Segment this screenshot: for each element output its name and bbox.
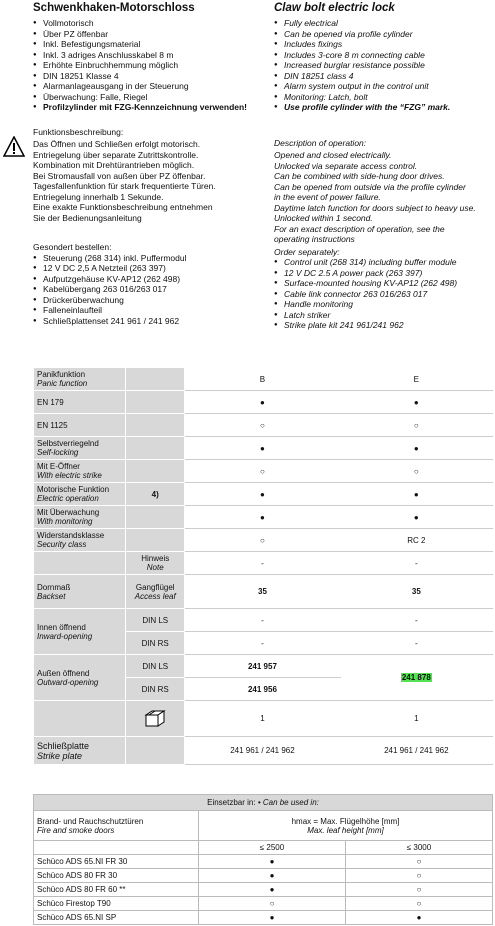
- label-de: Motorische Funktion: [37, 485, 110, 494]
- func-line: Das Öffnen und Schließen erfolgt motorisch.: [33, 139, 201, 149]
- row-label: [34, 552, 126, 575]
- order-item: ● Steuerung (268 314) inkl. Puffermodul: [43, 253, 263, 264]
- order-item: ● Strike plate kit 241 961/241 962: [284, 320, 494, 331]
- feature: ● Includes fixings: [284, 39, 494, 50]
- hmax-cell: [199, 811, 493, 841]
- mid-cell: [126, 437, 185, 460]
- package-icon-cell: [126, 701, 185, 737]
- german-column: [33, 0, 263, 326]
- value-3000: ○: [346, 897, 493, 911]
- func-title: Description of operation:: [274, 137, 367, 148]
- cell-b: B: [185, 368, 340, 391]
- order-title: Gesondert bestellen:: [33, 242, 112, 252]
- order-item: ● 12 V DC 2,5 A Netzteil (263 397): [43, 263, 263, 274]
- table-row: [34, 368, 493, 391]
- row-label: [34, 529, 126, 552]
- din-ls-label: DIN LS: [126, 655, 185, 678]
- hmax-de: Max. Flügelhöhe [mm]: [320, 816, 400, 826]
- func-line: Can be opened from outside via the profile cylinder: [274, 181, 466, 192]
- din-ls-label: DIN LS: [126, 609, 185, 632]
- value-3000: ○: [346, 869, 493, 883]
- cell-e: 35: [340, 575, 492, 609]
- value-2500: ●: [199, 869, 346, 883]
- table-row: [34, 737, 493, 765]
- backset-de: Dornmaß: [37, 582, 71, 592]
- inward-label: [34, 609, 126, 655]
- value-3000: ○: [346, 855, 493, 869]
- mid-cell: 4): [126, 483, 185, 506]
- order-item: ● Surface-mounted housing KV-AP12 (262 498): [284, 278, 494, 289]
- func-line: Daytime latch function for doors subject to heavy use.: [274, 202, 476, 213]
- backset-en: Backset: [37, 591, 66, 601]
- feature: ● Inkl. 3 adriges Anschlusskabel 8 m: [43, 50, 263, 61]
- strike-label: [34, 737, 126, 765]
- label-en: Panic function: [37, 379, 88, 388]
- cell-b: ●: [185, 391, 340, 414]
- cell-b: 241 956: [185, 678, 340, 701]
- func-line: For an exact description of operation, see the: [274, 223, 445, 234]
- english-column: [274, 0, 494, 331]
- cell-b: 241 957: [185, 655, 340, 678]
- hmax-label: hmax =: [291, 816, 319, 826]
- table-row: [34, 883, 493, 897]
- leaf-de: Gangflügel: [135, 582, 175, 592]
- note-de: Hinweis: [141, 554, 170, 563]
- func-line: Entriegelung über separate Zutrittskontrolle.: [33, 149, 199, 160]
- mid-cell: [126, 460, 185, 483]
- table-row: [34, 483, 493, 506]
- value-3000: ○: [346, 883, 493, 897]
- func-line: Unlocked via separate access control.: [274, 160, 418, 171]
- warning-icon: [3, 136, 25, 158]
- value-2500: ●: [199, 911, 346, 925]
- usage-colheads: [34, 841, 493, 855]
- table-row: [34, 701, 493, 737]
- cell-e: E: [340, 368, 492, 391]
- order-item: ● Control unit (268 314) including buffer module: [284, 257, 494, 268]
- func-line: in the event of power failure.: [274, 192, 381, 202]
- row-label: [34, 483, 126, 506]
- backset-label: [34, 575, 126, 609]
- feature: ● Monitoring: Latch, bolt: [284, 92, 494, 103]
- order-item: ● Kabelübergang 263 016/263 017: [43, 284, 263, 295]
- table-row: [34, 391, 493, 414]
- feature: ● Inkl. Befestigungsmaterial: [43, 39, 263, 50]
- label-en: Electric operation: [37, 494, 99, 503]
- lock-spec-table: [33, 367, 493, 765]
- english-title: Claw bolt electric lock: [274, 2, 395, 14]
- english-features: [274, 18, 494, 113]
- door-type: [34, 811, 199, 841]
- row-label: [34, 437, 126, 460]
- mid-cell: [126, 529, 185, 552]
- value-2500: ●: [199, 883, 346, 897]
- german-features: [33, 18, 263, 113]
- package-icon: [143, 708, 167, 728]
- feature: ● Can be opened via profile cylinder: [284, 29, 494, 40]
- outward-label: [34, 655, 126, 701]
- cell-b: 35: [185, 575, 340, 609]
- empty-cell: [34, 841, 199, 855]
- cell-e: ●: [340, 391, 492, 414]
- system-name: Schüco Firestop T90: [34, 897, 199, 911]
- order-item: ● Drückerüberwachung: [43, 295, 263, 306]
- cell-b: ●: [185, 506, 340, 529]
- cell-b: ●: [185, 437, 340, 460]
- cell-e: RC 2: [340, 529, 492, 552]
- mid-cell: [126, 737, 185, 765]
- usage-table: [33, 794, 493, 925]
- value-3000: ●: [346, 911, 493, 925]
- table-row: [34, 575, 493, 609]
- order-item: ● Schließplattenset 241 961 / 241 962: [43, 316, 263, 327]
- row-label: [34, 460, 126, 483]
- cell-b: ○: [185, 529, 340, 552]
- row-label: [34, 391, 126, 414]
- system-name: Schüco ADS 80 FR 30: [34, 869, 199, 883]
- label-en: Self-locking: [37, 448, 79, 457]
- usage-header: [34, 795, 493, 811]
- feature: ● Alarm system output in the control unit: [284, 81, 494, 92]
- leaf-en: Access leaf: [134, 591, 176, 601]
- feature: ● DIN 18251 Klasse 4: [43, 71, 263, 82]
- outward-en: Outward-opening: [37, 677, 99, 687]
- cell-e: ●: [340, 437, 492, 460]
- func-line: Unlocked within 1 second.: [274, 213, 373, 223]
- order-item: ● Handle monitoring: [284, 299, 494, 310]
- header-en: • Can be used in:: [257, 798, 319, 807]
- label-de: EN 1125: [37, 420, 68, 430]
- label-de: Panikfunktion: [37, 370, 86, 379]
- cell-b: ●: [185, 483, 340, 506]
- strike-de: Schließplatte: [37, 740, 90, 751]
- cell-e: ○: [340, 460, 492, 483]
- order-list: [274, 257, 494, 331]
- cell-b: -: [185, 552, 340, 575]
- table-row: [34, 609, 493, 632]
- value-2500: ○: [199, 897, 346, 911]
- warning-text: ● Profilzylinder mit FZG-Kennzeichnung verwenden!: [43, 102, 263, 113]
- feature: ● Increased burglar resistance possible: [284, 60, 494, 71]
- mid-cell: [126, 414, 185, 437]
- feature: ● Vollmotorisch: [43, 18, 263, 29]
- cell-e: ●: [340, 483, 492, 506]
- order-item: ● 12 V DC 2.5 A power pack (263 397): [284, 268, 494, 279]
- order-item: ● Latch striker: [284, 310, 494, 321]
- table-row: [34, 897, 493, 911]
- feature: ● Über PZ öffenbar: [43, 29, 263, 40]
- table-row: [34, 506, 493, 529]
- cell-e: 241 961 / 241 962: [340, 737, 492, 765]
- func-line: Sie der Bedienungsanleitung: [33, 212, 142, 223]
- din-rs-label: DIN RS: [126, 632, 185, 655]
- system-name: Schüco ADS 80 FR 60 **: [34, 883, 199, 897]
- feature: ● Überwachung: Falle, Riegel: [43, 92, 263, 103]
- label-en: Security class: [37, 540, 87, 549]
- label-en: With electric strike: [37, 471, 102, 480]
- table-row: [34, 911, 493, 925]
- outward-de: Außen öffnend: [37, 668, 90, 678]
- system-name: Schüco ADS 65.NI FR 30: [34, 855, 199, 869]
- feature: ● Alarmanlageausgang in der Steuerung: [43, 81, 263, 92]
- warning-text: ● Use profile cylinder with the “FZG” mark.: [284, 102, 494, 113]
- cell-e: ●: [340, 506, 492, 529]
- table-row: [34, 869, 493, 883]
- label-de: Selbstverriegelnd: [37, 439, 99, 448]
- cell-e: ○: [340, 414, 492, 437]
- cell-b: -: [185, 609, 340, 632]
- cell-b: 1: [185, 701, 340, 737]
- order-item: ● Cable link connector 263 016/263 017: [284, 289, 494, 300]
- order-item: ● Falleneinlaufteil: [43, 305, 263, 316]
- func-line: Can be combined with side-hung door drives.: [274, 171, 445, 181]
- inward-en: Inward-opening: [37, 631, 93, 641]
- cell-b: -: [185, 632, 340, 655]
- type-en: Fire and smoke doors: [37, 825, 115, 835]
- mid-cell: [126, 506, 185, 529]
- func-line: Bei Stromausfall von außen über PZ öffenbar.: [33, 170, 206, 181]
- func-title: Funktionsbeschreibung:: [33, 126, 124, 137]
- func-line: Entriegelung innerhalb 1 Sekunde.: [33, 191, 164, 202]
- func-line: Tagesfallenfunktion für stark frequentierte Türen.: [33, 181, 216, 191]
- cell-b: ○: [185, 414, 340, 437]
- header-de: Einsetzbar in:: [207, 798, 258, 807]
- func-line: operating instructions: [274, 234, 355, 244]
- feature: ● Includes 3-core 8 m connecting cable: [284, 50, 494, 61]
- cell-e: -: [340, 609, 492, 632]
- table-row: [34, 552, 493, 575]
- table-row: [34, 529, 493, 552]
- func-line: Eine exakte Funktionsbeschreibung entnehmen: [33, 202, 213, 212]
- order-list: [33, 253, 263, 327]
- cell-e: 1: [340, 701, 492, 737]
- feature: ● DIN 18251 class 4: [284, 71, 494, 82]
- din-rs-label: DIN RS: [126, 678, 185, 701]
- row-label: [34, 506, 126, 529]
- hmax-en: Max. leaf height [mm]: [307, 825, 384, 835]
- func-line: Kombination mit Drehtürantrieben möglich.: [33, 160, 195, 170]
- cell-e: -: [340, 632, 492, 655]
- table-row: [34, 437, 493, 460]
- note-label: [126, 552, 185, 575]
- cell-e: [340, 655, 492, 701]
- cell-b: 241 961 / 241 962: [185, 737, 340, 765]
- german-title: Schwenkhaken-Motorschloss: [33, 2, 195, 14]
- table-row: [34, 655, 493, 678]
- highlighted-article: 241 878: [401, 673, 431, 682]
- label-de: Mit Überwachung: [37, 508, 100, 517]
- note-en: Note: [146, 563, 164, 572]
- usage-subheader: [34, 811, 493, 841]
- order-item: ● Aufputzgehäuse KV-AP12 (262 498): [43, 274, 263, 285]
- usage-header-cell: [34, 795, 493, 811]
- label-de: Widerstandsklasse: [37, 531, 105, 540]
- row-label: [34, 414, 126, 437]
- strike-en: Strike plate: [37, 750, 83, 761]
- feature: ● Erhöhte Einbruchhemmung möglich: [43, 60, 263, 71]
- mid-cell: [126, 368, 185, 391]
- feature: ● Fully electrical: [284, 18, 494, 29]
- col-3000: ≤ 3000: [346, 841, 493, 855]
- label-en: With monitoring: [37, 517, 93, 526]
- inward-de: Innen öffnend: [37, 622, 86, 632]
- table-row: [34, 460, 493, 483]
- table-row: [34, 414, 493, 437]
- label-de: EN 179: [37, 397, 64, 407]
- value-2500: ●: [199, 855, 346, 869]
- leaf-label: [126, 575, 185, 609]
- col-2500: ≤ 2500: [199, 841, 346, 855]
- row-label: [34, 368, 126, 391]
- label-de: Mit E-Öffner: [37, 462, 80, 471]
- mid-cell: [126, 391, 185, 414]
- cell-b: ○: [185, 460, 340, 483]
- func-line: Opened and closed electrically.: [274, 150, 392, 160]
- cell-e: -: [340, 552, 492, 575]
- system-name: Schüco ADS 65.NI SP: [34, 911, 199, 925]
- row-label: [34, 701, 126, 737]
- table-row: [34, 855, 493, 869]
- order-title: Order separately:: [274, 246, 340, 257]
- type-de: Brand- und Rauchschutztüren: [37, 816, 144, 826]
